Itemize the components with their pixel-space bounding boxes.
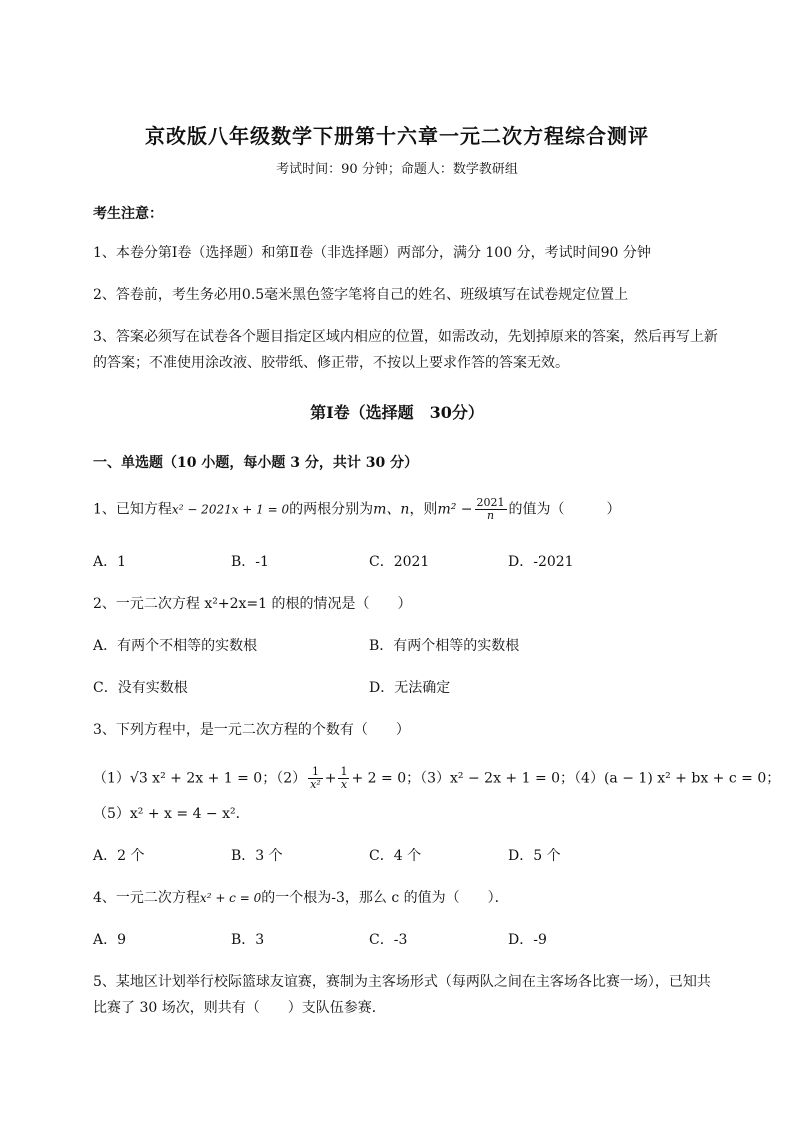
q2-option-d[interactable]: D．无法确定 bbox=[369, 680, 451, 696]
q1-option-d[interactable]: D．-2021 bbox=[508, 554, 574, 570]
q1-expr-lead: m² − bbox=[437, 501, 473, 518]
q4-option-d[interactable]: D．-9 bbox=[508, 932, 547, 948]
q3-option-d[interactable]: D．5 个 bbox=[508, 848, 561, 864]
q3-eq2-lead: （2） bbox=[276, 770, 307, 787]
q3-frac2-numerator: 1 bbox=[340, 765, 348, 778]
q1-equation: x² − 2021x + 1 = 0 bbox=[171, 502, 290, 517]
q1-vars: m、n bbox=[373, 501, 410, 518]
q2-option-b[interactable]: B．有两个相等的实数根 bbox=[369, 638, 520, 654]
q4-option-a[interactable]: A．9 bbox=[93, 932, 127, 948]
note-item-3: 3、答案必须写在试卷各个题目指定区域内相应的位置，如需改动，先划掉原来的答案，然后再写上新 bbox=[93, 329, 718, 345]
note-item-1: 1、本卷分第Ⅰ卷（选择题）和第Ⅱ卷（非选择题）两部分，满分 100 分，考试时间90 分钟 bbox=[93, 245, 651, 261]
exam-info: 考试时间：90 分钟；命题人：数学教研组 bbox=[276, 162, 518, 177]
q3-eq2-tail: + 2 = 0； bbox=[351, 770, 421, 787]
q3-frac1-denominator: x² bbox=[310, 778, 321, 791]
note-item-2: 2、答卷前，考生务必用0.5毫米黑色签字笔将自己的姓名、班级填写在试卷规定位置上 bbox=[93, 287, 629, 303]
q1-mid: 的两根分别为 bbox=[289, 501, 374, 518]
q3-frac2-denominator: x bbox=[340, 778, 348, 791]
q3-eq2-plus: + bbox=[324, 770, 337, 787]
q1-prefix: 1、已知方程 bbox=[93, 501, 172, 518]
q1-option-b[interactable]: B．-1 bbox=[231, 554, 269, 570]
q2-option-c[interactable]: C．没有实数根 bbox=[93, 680, 188, 696]
q1-frac-numerator: 2021 bbox=[476, 496, 505, 509]
question-5-cont: 比赛了 30 场次，则共有（ ）支队伍参赛． bbox=[93, 1000, 386, 1016]
q3-option-c[interactable]: C．4 个 bbox=[369, 848, 422, 864]
question-2: 2、一元二次方程 x²+2x=1 的根的情况是（ ） bbox=[93, 596, 412, 612]
q2-option-a[interactable]: A．有两个不相等的实数根 bbox=[93, 638, 258, 654]
q3-eq2-fraction-2 bbox=[338, 766, 349, 791]
q4-option-c[interactable]: C．-3 bbox=[369, 932, 408, 948]
q3-eq4: （4）(a − 1) x² + bx + c = 0； bbox=[574, 770, 781, 787]
q3-eq1: （1）√3 x² + 2x + 1 = 0； bbox=[93, 770, 277, 787]
q3-option-a[interactable]: A．2 个 bbox=[93, 848, 145, 864]
q4-equation: x² + c = 0 bbox=[199, 891, 262, 905]
page-title: 京改版八年级数学下册第十六章一元二次方程综合测评 bbox=[145, 124, 649, 148]
question-1 bbox=[93, 497, 621, 522]
q3-eq2-fraction-1 bbox=[308, 766, 323, 791]
note-item-3-cont: 的答案；不准使用涂改液、胶带纸、修正带，不按以上要求作答的答案无效。 bbox=[93, 355, 569, 371]
q1-fraction bbox=[475, 497, 507, 522]
q1-then: ，则 bbox=[409, 501, 438, 518]
section-heading: 一、单选题（10 小题，每小题 3 分，共计 30 分） bbox=[93, 455, 419, 471]
q4-option-b[interactable]: B．3 bbox=[231, 932, 265, 948]
q1-frac-denominator: n bbox=[486, 509, 495, 522]
q4-prefix: 4、一元二次方程 bbox=[93, 890, 200, 906]
q1-option-c[interactable]: C．2021 bbox=[369, 554, 430, 570]
q3-option-b[interactable]: B．3 个 bbox=[231, 848, 283, 864]
q1-option-a[interactable]: A．1 bbox=[93, 554, 127, 570]
q3-frac1-numerator: 1 bbox=[308, 766, 323, 779]
q1-suffix: 的值为（ ） bbox=[508, 501, 621, 518]
q3-equations-row1 bbox=[93, 766, 780, 791]
q3-eq3: （3）x² − 2x + 1 = 0； bbox=[420, 770, 575, 787]
q3-eq5: （5）x² + x = 4 − x²． bbox=[93, 806, 250, 822]
question-5: 5、某地区计划举行校际篮球友谊赛，赛制为主客场形式（每两队之间在主客场各比赛一场），已知共 bbox=[93, 974, 711, 990]
question-3: 3、下列方程中，是一元二次方程的个数有（ ） bbox=[93, 722, 410, 738]
part1-title: 第Ⅰ卷（选择题 30分） bbox=[310, 403, 484, 422]
question-4 bbox=[93, 887, 509, 907]
notes-heading: 考生注意： bbox=[93, 206, 163, 222]
q4-suffix: 的一个根为-3，那么 c 的值为（ ）． bbox=[261, 890, 509, 906]
